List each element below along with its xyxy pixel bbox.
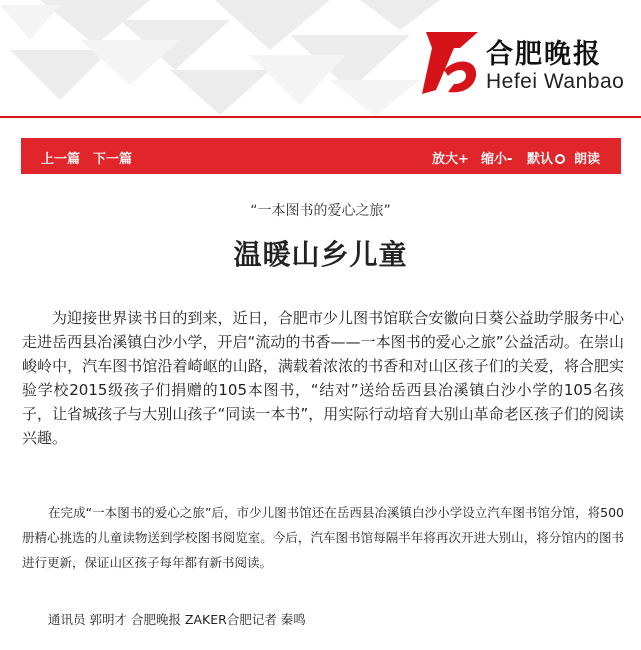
brand-logo[interactable] (418, 20, 633, 105)
next-article-link[interactable]: 下一篇 (93, 152, 133, 167)
zoom-out-button[interactable]: 缩小- (481, 152, 513, 167)
default-size-button[interactable] (527, 148, 565, 167)
brand-logo-mark-icon (418, 24, 484, 102)
zoom-in-button[interactable]: 放大+ (432, 152, 469, 167)
circle-dot-icon (555, 154, 565, 164)
article-paragraph-1: 为迎接世界读书日的到来，近日，合肥市少儿图书馆联合安徽向日葵公益助学服务中心走进岳西县冶溪镇白沙小学，开启“流动的书香——一本图书的爱心之旅”公益活动。在崇山峻岭中，汽车图书馆沿着崎岖的山路，满载着浓浓的书香和对山区孩子们的关爱，将合肥实验学校2015级孩子们捐赠的105本图书，“结对”送给岳西县冶溪镇白沙小学的105名孩子，让省城孩子与大别山孩子“同读一本书”，用实际行动培育大别山革命老区孩子们的阅读兴趣。 (22, 309, 624, 447)
site-header (0, 0, 641, 118)
article-toolbar (21, 138, 621, 174)
default-size-label: 默认 (527, 152, 554, 167)
article-title: 温暖山乡儿童 (233, 238, 408, 271)
prev-article-link[interactable]: 上一篇 (41, 152, 81, 167)
brand-name-en: Hefei Wanbao (486, 70, 625, 93)
article-paragraph-2: 在完成“一本图书的爱心之旅”后，市少儿图书馆还在岳西县冶溪镇白沙小学设立汽车图书馆分馆，将500册精心挑选的儿童读物送到学校图书阅览室。今后，汽车图书馆每隔半年将再次开进大别山，将分馆内的图书进行更新，保证山区孩子每年都有新书阅读。 (22, 505, 624, 570)
article-kicker: “一本图书的爱心之旅” (250, 203, 391, 219)
brand-name-cn: 合肥晚报 (486, 39, 602, 70)
article-byline: 通讯员 郭明才 合肥晚报 ZAKER合肥记者 秦鸣 (48, 612, 306, 627)
header-divider (0, 116, 641, 118)
read-aloud-button[interactable]: 朗读 (574, 152, 601, 167)
